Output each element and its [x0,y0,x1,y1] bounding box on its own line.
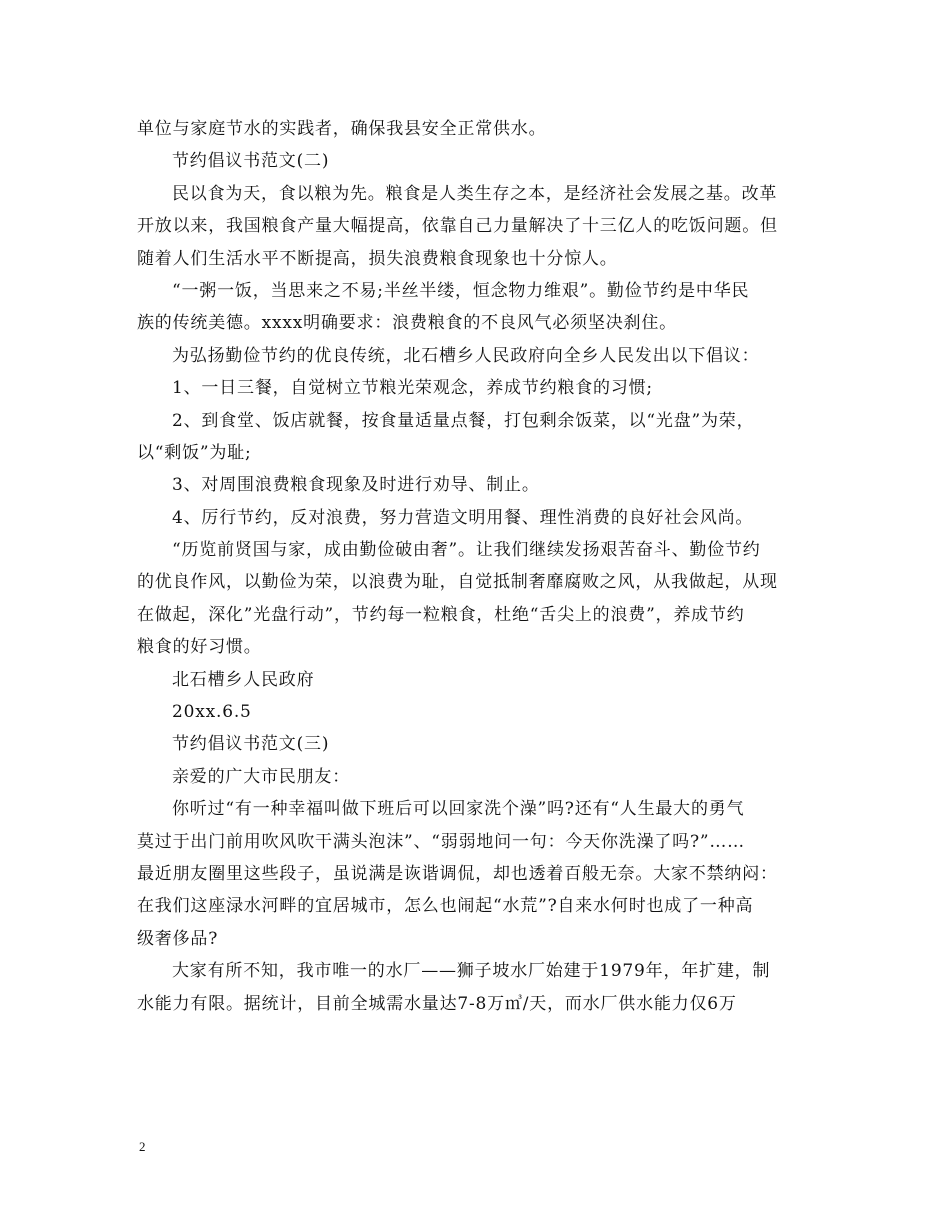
body-line: 随着人们生活水平不断提高，损失浪费粮食现象也十分惊人。 [137,248,618,269]
body-line: “历览前贤国与家，成由勤俭破由奢”。让我们继续发扬艰苦奋斗、勤俭节约 [172,540,761,561]
body-line: 大家有所不知，我市唯一的水厂——狮子坡水厂始建于1979年，年扩建，制 [172,961,771,982]
list-item-continuation: 以“剩饭”为耻; [137,442,252,463]
body-line: 民以食为天，食以粮为先。粮食是人类生存之本，是经济社会发展之基。改革 [172,183,778,204]
body-line: 的优良作风，以勤俭为荣，以浪费为耻，自觉抵制奢靡腐败之风，从我做起，从现 [137,572,778,593]
body-line: 在我们这座渌水河畔的宜居城市，怎么也闹起“水荒”?自来水何时也成了一种高 [137,896,754,917]
body-line: “一粥一饭，当思来之不易;半丝半缕，恒念物力维艰”。勤俭节约是中华民 [172,280,750,301]
list-item: 4、厉行节约，反对浪费，努力营造文明用餐、理性消费的良好社会风尚。 [172,507,754,528]
document-body [137,113,811,1020]
signature-date: 20xx.6.5 [172,702,252,723]
body-line: 你听过“有一种幸福叫做下班后可以回家洗个澡”吗?还有“人生最大的勇气 [172,799,745,820]
signature-organization: 北石槽乡人民政府 [172,669,315,690]
body-line: 在做起，深化”光盘行动”，节约每一粒粮食，杜绝“舌尖上的浪费”，养成节约 [137,604,745,625]
body-line: 莫过于出门前用吹风吹干满头泡沫”、“弱弱地问一句：今天你洗澡了吗?”…… [137,831,745,852]
page-number: 2 [139,1139,146,1154]
section-heading: 节约倡议书范文(二) [172,151,330,172]
list-item: 2、到食堂、饭店就餐，按食量适量点餐，打包剩余饭菜，以“光盘”为荣， [172,410,755,431]
list-item: 1、一日三餐，自觉树立节粮光荣观念，养成节约粮食的习惯; [172,378,653,399]
section-heading: 节约倡议书范文(三) [172,734,330,755]
body-line: 级奢侈品? [137,928,219,949]
body-line: 粮食的好习惯。 [137,637,262,658]
body-line: 水能力有限。据统计，目前全城需水量达7-8万㎥/天，而水厂供水能力仅6万 [137,993,737,1014]
body-line: 单位与家庭节水的实践者，确保我县安全正常供水。 [137,119,547,139]
body-line: 为弘扬勤俭节约的优良传统，北石槽乡人民政府向全乡人民发出以下倡议： [172,345,760,366]
body-line: 最近朋友圈里这些段子，虽说满是诙谐调侃，却也透着百般无奈。大家不禁纳闷： [137,863,778,884]
salutation: 亲爱的广大市民朋友： [172,766,350,787]
list-item: 3、对周围浪费粮食现象及时进行劝导、制止。 [172,475,540,496]
body-line: 开放以来，我国粮食产量大幅提高，依靠自己力量解决了十三亿人的吃饭问题。但 [137,216,778,237]
body-line: 族的传统美德。xxxx明确要求：浪费粮食的不良风气必须坚决刹住。 [137,313,677,334]
